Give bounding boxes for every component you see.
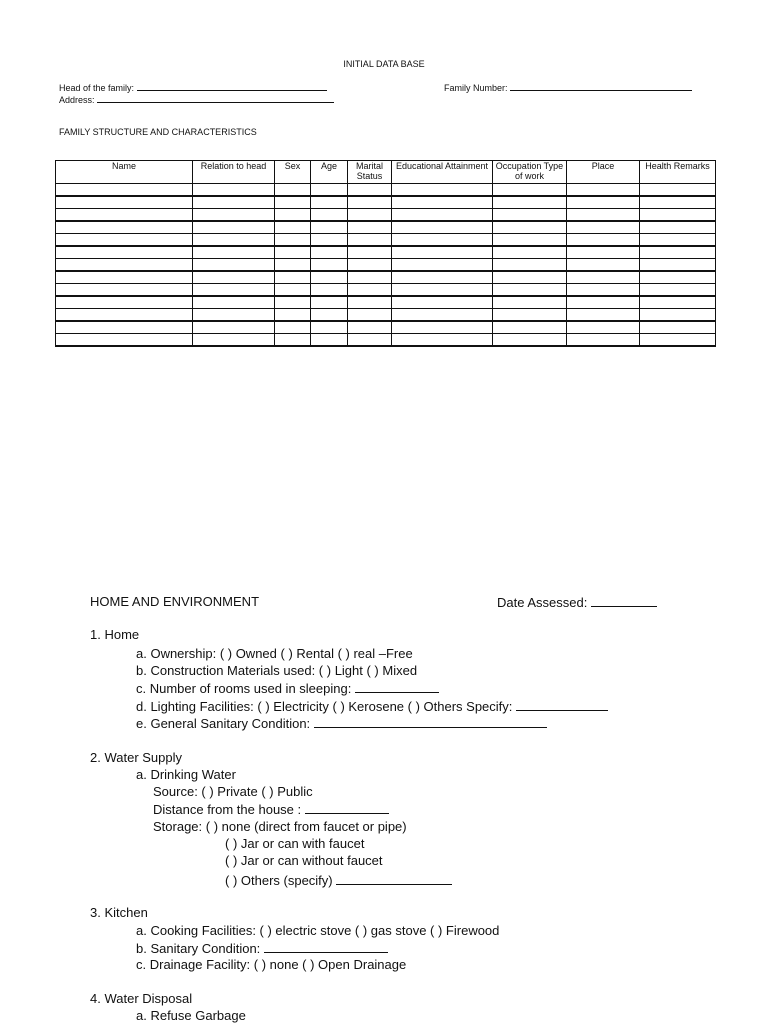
home-environment-title: HOME AND ENVIRONMENT <box>90 594 260 609</box>
table-cell[interactable] <box>56 284 193 297</box>
table-cell[interactable] <box>493 259 567 272</box>
table-cell[interactable] <box>348 196 392 209</box>
table-cell[interactable] <box>493 246 567 259</box>
table-cell[interactable] <box>567 221 640 234</box>
table-cell[interactable] <box>640 196 716 209</box>
table-cell[interactable] <box>493 296 567 309</box>
head-of-family-label: Head of the family: <box>59 83 135 93</box>
kitchen-sanitary-label: b. Sanitary Condition: <box>136 941 261 956</box>
head-of-family-line <box>137 81 327 91</box>
table-cell[interactable] <box>348 246 392 259</box>
table-cell[interactable] <box>567 259 640 272</box>
table-cell[interactable] <box>392 184 493 197</box>
table-cell[interactable] <box>56 296 193 309</box>
table-cell[interactable] <box>348 284 392 297</box>
table-cell[interactable] <box>56 321 193 334</box>
table-cell[interactable] <box>311 246 348 259</box>
table-cell[interactable] <box>311 184 348 197</box>
table-cell[interactable] <box>567 234 640 247</box>
rooms-sleeping-item[interactable] <box>136 680 439 697</box>
distance-house-line <box>305 801 389 814</box>
table-cell[interactable] <box>493 209 567 222</box>
table-row <box>56 284 716 297</box>
table-cell[interactable] <box>275 209 311 222</box>
sanitary-condition-line <box>314 715 547 728</box>
table-cell[interactable] <box>348 296 392 309</box>
table-cell[interactable] <box>640 309 716 322</box>
lighting-others-line <box>516 698 608 711</box>
table-cell[interactable] <box>56 221 193 234</box>
table-cell[interactable] <box>193 321 275 334</box>
table-cell[interactable] <box>392 284 493 297</box>
table-cell[interactable] <box>275 309 311 322</box>
family-number-field[interactable] <box>444 81 692 94</box>
table-cell[interactable] <box>392 221 493 234</box>
table-cell[interactable] <box>348 309 392 322</box>
family-number-label: Family Number: <box>444 83 508 93</box>
table-cell[interactable] <box>392 309 493 322</box>
storage-jar-faucet: ( ) Jar or can with faucet <box>225 836 365 851</box>
table-row <box>56 309 716 322</box>
table-cell[interactable] <box>56 334 193 347</box>
table-row <box>56 246 716 259</box>
storage-item: Storage: ( ) none (direct from faucet or pipe) <box>153 819 407 834</box>
table-cell[interactable] <box>493 284 567 297</box>
date-assessed-label: Date Assessed: <box>497 595 588 610</box>
table-cell[interactable] <box>348 259 392 272</box>
table-cell[interactable] <box>193 334 275 347</box>
table-cell[interactable] <box>311 271 348 284</box>
construction-materials-item: b. Construction Materials used: ( ) Light ( ) Mixed <box>136 663 418 678</box>
family-structure-title: FAMILY STRUCTURE AND CHARACTERISTICS <box>59 127 257 137</box>
table-cell[interactable] <box>640 321 716 334</box>
col-header-occupation: Occupation Type of work <box>493 161 567 184</box>
address-field[interactable] <box>59 93 334 106</box>
sanitary-condition-item[interactable] <box>136 715 547 732</box>
table-cell[interactable] <box>275 321 311 334</box>
rooms-sleeping-line <box>355 680 439 693</box>
table-cell[interactable] <box>311 284 348 297</box>
table-cell[interactable] <box>567 321 640 334</box>
table-cell[interactable] <box>275 234 311 247</box>
table-cell[interactable] <box>640 284 716 297</box>
home-section-title: 1. Home <box>90 627 140 642</box>
cooking-facilities-item: a. Cooking Facilities: ( ) electric stove ( ) gas stove ( ) Firewood <box>136 923 500 938</box>
table-cell[interactable] <box>493 234 567 247</box>
table-cell[interactable] <box>56 309 193 322</box>
table-cell[interactable] <box>193 246 275 259</box>
drainage-facility-item: c. Drainage Facility: ( ) none ( ) Open Drainage <box>136 957 407 972</box>
table-cell[interactable] <box>392 321 493 334</box>
table-cell[interactable] <box>311 296 348 309</box>
table-cell[interactable] <box>275 184 311 197</box>
table-cell[interactable] <box>392 259 493 272</box>
table-cell[interactable] <box>193 271 275 284</box>
table-cell[interactable] <box>567 246 640 259</box>
table-cell[interactable] <box>311 309 348 322</box>
table-cell[interactable] <box>493 321 567 334</box>
date-assessed-line <box>591 594 657 607</box>
table-cell[interactable] <box>56 259 193 272</box>
table-header-row <box>56 161 716 184</box>
table-cell[interactable] <box>392 271 493 284</box>
table-cell[interactable] <box>567 209 640 222</box>
table-cell[interactable] <box>348 271 392 284</box>
table-cell[interactable] <box>567 309 640 322</box>
table-cell[interactable] <box>311 334 348 347</box>
storage-others-line <box>336 872 452 885</box>
table-cell[interactable] <box>193 309 275 322</box>
table-row <box>56 221 716 234</box>
table-cell[interactable] <box>311 196 348 209</box>
table-cell[interactable] <box>640 334 716 347</box>
table-cell[interactable] <box>640 246 716 259</box>
table-cell[interactable] <box>392 234 493 247</box>
family-structure-table <box>55 160 716 347</box>
table-cell[interactable] <box>392 334 493 347</box>
table-cell[interactable] <box>640 234 716 247</box>
storage-others-label: ( ) Others (specify) <box>225 873 333 888</box>
table-row <box>56 334 716 347</box>
table-cell[interactable] <box>493 309 567 322</box>
table-cell[interactable] <box>56 271 193 284</box>
table-cell[interactable] <box>275 334 311 347</box>
rooms-sleeping-label: c. Number of rooms used in sleeping: <box>136 681 352 696</box>
table-row <box>56 259 716 272</box>
col-header-education: Educational Attainment <box>392 161 493 184</box>
lighting-facilities-label: d. Lighting Facilities: ( ) Electricity ( ) Kerosene ( ) Others Specify: <box>136 699 513 714</box>
table-cell[interactable] <box>193 221 275 234</box>
table-cell[interactable] <box>348 321 392 334</box>
table-cell[interactable] <box>275 284 311 297</box>
table-cell[interactable] <box>640 221 716 234</box>
table-row <box>56 321 716 334</box>
table-cell[interactable] <box>193 284 275 297</box>
address-line <box>97 93 334 103</box>
table-cell[interactable] <box>640 271 716 284</box>
table-cell[interactable] <box>493 221 567 234</box>
table-cell[interactable] <box>56 196 193 209</box>
kitchen-sanitary-line <box>264 940 388 953</box>
table-cell[interactable] <box>640 259 716 272</box>
table-cell[interactable] <box>193 184 275 197</box>
table-cell[interactable] <box>493 184 567 197</box>
table-cell[interactable] <box>275 259 311 272</box>
table-cell[interactable] <box>567 271 640 284</box>
table-cell[interactable] <box>56 184 193 197</box>
table-cell[interactable] <box>311 234 348 247</box>
col-header-marital-status: Marital Status <box>348 161 392 184</box>
table-row <box>56 234 716 247</box>
table-cell[interactable] <box>640 296 716 309</box>
table-cell[interactable] <box>193 296 275 309</box>
table-cell[interactable] <box>56 209 193 222</box>
table-cell[interactable] <box>193 209 275 222</box>
table-cell[interactable] <box>311 321 348 334</box>
kitchen-sanitary-item[interactable] <box>136 940 388 957</box>
table-cell[interactable] <box>392 196 493 209</box>
table-cell[interactable] <box>567 296 640 309</box>
table-cell[interactable] <box>392 209 493 222</box>
table-cell[interactable] <box>348 334 392 347</box>
col-header-relation: Relation to head <box>193 161 275 184</box>
table-row <box>56 271 716 284</box>
kitchen-title: 3. Kitchen <box>90 905 148 920</box>
table-cell[interactable] <box>392 296 493 309</box>
water-disposal-title: 4. Water Disposal <box>90 991 193 1006</box>
table-cell[interactable] <box>193 234 275 247</box>
table-cell[interactable] <box>640 184 716 197</box>
table-row <box>56 296 716 309</box>
table-cell[interactable] <box>493 334 567 347</box>
drinking-water-item: a. Drinking Water <box>136 767 236 782</box>
table-cell[interactable] <box>311 209 348 222</box>
col-header-place: Place <box>567 161 640 184</box>
table-cell[interactable] <box>567 284 640 297</box>
table-cell[interactable] <box>275 196 311 209</box>
table-cell[interactable] <box>56 246 193 259</box>
lighting-facilities-item[interactable] <box>136 698 608 715</box>
water-source-item: Source: ( ) Private ( ) Public <box>153 784 313 799</box>
col-header-health: Health Remarks <box>640 161 716 184</box>
storage-others-item[interactable] <box>225 872 452 889</box>
col-header-sex: Sex <box>275 161 311 184</box>
distance-house-item[interactable] <box>153 801 389 818</box>
col-header-age: Age <box>311 161 348 184</box>
table-cell[interactable] <box>392 246 493 259</box>
table-cell[interactable] <box>567 334 640 347</box>
table-cell[interactable] <box>493 196 567 209</box>
table-cell[interactable] <box>193 259 275 272</box>
table-row <box>56 196 716 209</box>
family-number-line <box>510 81 692 91</box>
table-cell[interactable] <box>311 259 348 272</box>
table-row <box>56 184 716 197</box>
sanitary-condition-label: e. General Sanitary Condition: <box>136 716 311 731</box>
table-cell[interactable] <box>348 209 392 222</box>
table-cell[interactable] <box>348 234 392 247</box>
table-cell[interactable] <box>275 246 311 259</box>
refuse-garbage-item: a. Refuse Garbage <box>136 1008 246 1023</box>
table-cell[interactable] <box>567 196 640 209</box>
storage-jar-no-faucet: ( ) Jar or can without faucet <box>225 853 383 868</box>
table-cell[interactable] <box>493 271 567 284</box>
date-assessed-field[interactable] <box>497 594 657 611</box>
table-cell[interactable] <box>567 184 640 197</box>
form-title: INITIAL DATA BASE <box>343 59 425 69</box>
water-supply-title: 2. Water Supply <box>90 750 183 765</box>
table-cell[interactable] <box>275 221 311 234</box>
table-cell[interactable] <box>348 221 392 234</box>
table-cell[interactable] <box>56 234 193 247</box>
table-cell[interactable] <box>275 271 311 284</box>
table-cell[interactable] <box>275 296 311 309</box>
table-cell[interactable] <box>311 221 348 234</box>
table-cell[interactable] <box>640 209 716 222</box>
ownership-item: a. Ownership: ( ) Owned ( ) Rental ( ) real –Free <box>136 646 413 661</box>
distance-house-label: Distance from the house : <box>153 802 302 817</box>
table-row <box>56 209 716 222</box>
table-cell[interactable] <box>193 196 275 209</box>
table-cell[interactable] <box>348 184 392 197</box>
col-header-name: Name <box>56 161 193 184</box>
address-label: Address: <box>59 95 95 105</box>
